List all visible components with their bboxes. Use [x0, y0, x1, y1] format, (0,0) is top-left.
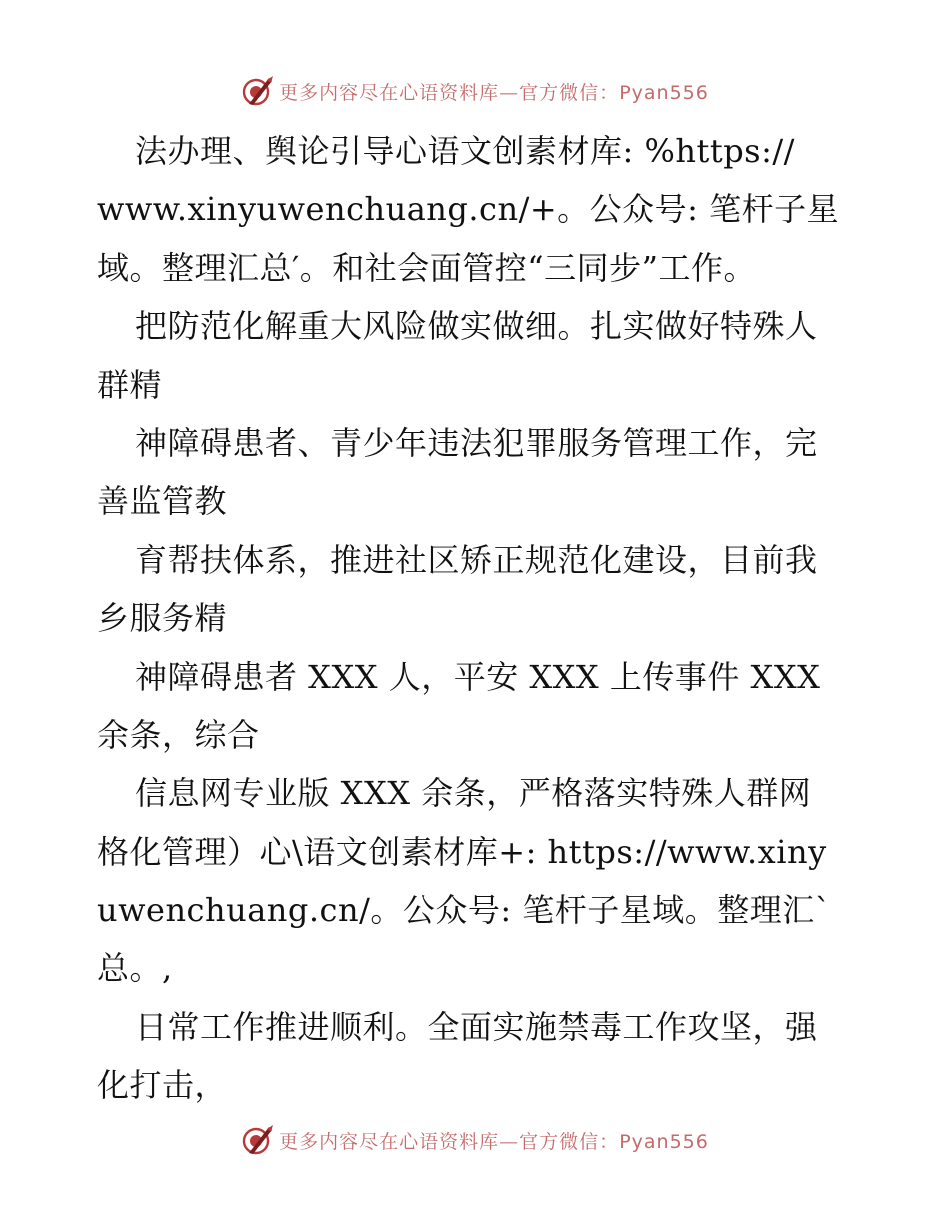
header-brand — [241, 74, 709, 108]
footer-brand — [241, 1123, 709, 1157]
page-header — [0, 71, 950, 111]
text-line: 乡服务精 — [97, 599, 228, 638]
text-line: 神障碍患者、青少年违法犯罪服务管理工作，完 — [135, 423, 818, 462]
text-line: 育帮扶体系，推进社区矫正规范化建设，目前我 — [135, 540, 818, 579]
page-footer — [0, 1120, 950, 1160]
header-brand-dash: — — [499, 81, 520, 104]
text-line: 日常工作推进顺利。全面实施禁毒工作攻坚，强 — [135, 1007, 818, 1046]
text-line: 化打击， — [97, 1066, 228, 1105]
footer-brand-main: 更多内容尽在心语资料库 — [279, 1130, 500, 1153]
text-line: www.xinyuwenchuang.cn/+。公众号: 笔杆子星 — [97, 190, 840, 229]
footer-brand-handle: Pyan556 — [619, 1130, 709, 1153]
header-brand-handle: Pyan556 — [619, 81, 709, 104]
text-line: 法办理、舆论引导心语文创素材库: %https:// — [135, 132, 795, 170]
text-line: 善监管教 — [97, 482, 228, 521]
footer-brand-text — [279, 1127, 709, 1154]
footer-brand-wechat: 官方微信： — [519, 1130, 620, 1153]
footer-brand-dash: — — [499, 1130, 520, 1153]
text-line: 余条，综合 — [97, 715, 260, 754]
text-line: 群精 — [97, 365, 163, 404]
text-line: 域。整理汇总′。和社会面管控“三同步”工作。 — [97, 248, 756, 287]
text-line: 总。, — [97, 949, 173, 988]
text-line: 把防范化解重大风险做实做细。扎实做好特殊人 — [135, 307, 818, 346]
quill-pen-logo-icon — [241, 74, 275, 108]
text-line: uwenchuang.cn/。公众号: 笔杆子星域。整理汇` — [97, 891, 832, 930]
header-brand-main: 更多内容尽在心语资料库 — [279, 81, 500, 104]
quill-pen-logo-icon — [241, 1123, 275, 1157]
header-brand-wechat: 官方微信： — [519, 81, 620, 104]
text-line: 神障碍患者 XXX 人，平安 XXX 上传事件 XXX — [135, 657, 821, 696]
header-brand-text — [279, 78, 709, 105]
text-line: 格化管理）心\语文创素材库+: https://www.xiny — [97, 832, 827, 871]
text-line: 信息网专业版 XXX 余条，严格落实特殊人群网 — [135, 774, 812, 813]
document-body — [97, 122, 857, 1115]
